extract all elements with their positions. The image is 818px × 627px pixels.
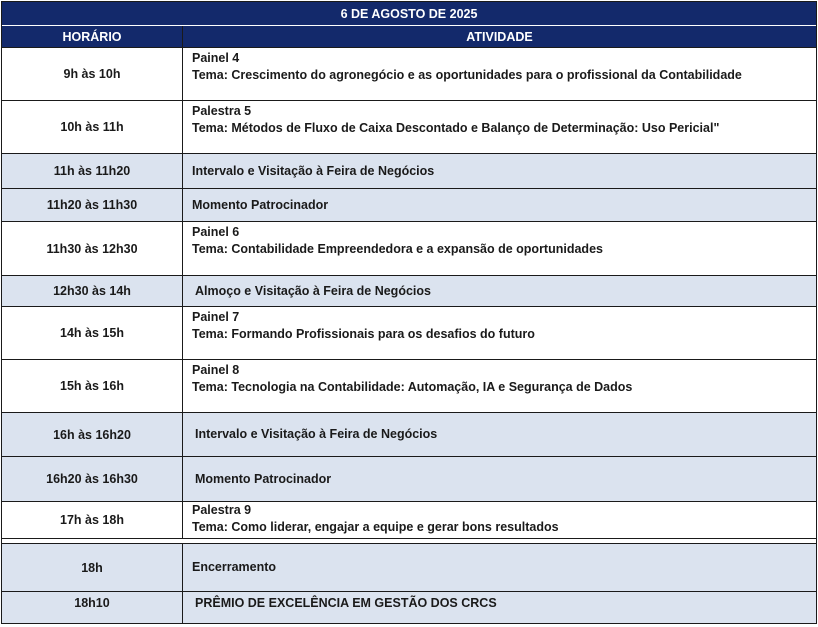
- time-cell: 12h30 às 14h: [2, 276, 183, 306]
- activity-title: Palestra 5: [192, 104, 252, 118]
- activity-theme: Tema: Como liderar, engajar a equipe e gerar bons resultados: [192, 520, 559, 534]
- time-cell: 18h10: [2, 592, 183, 623]
- activity-theme: Tema: Formando Profissionais para os desafios do futuro: [192, 327, 535, 341]
- table-row: [2, 360, 816, 413]
- time-cell: 16h às 16h20: [2, 413, 183, 456]
- table-row: [2, 544, 816, 592]
- activity-cell: [183, 502, 816, 538]
- schedule-date-title: 6 DE AGOSTO DE 2025: [2, 2, 816, 26]
- time-cell: 18h: [2, 544, 183, 591]
- activity-title: PRÊMIO DE EXCELÊNCIA EM GESTÃO DOS CRCS: [195, 596, 497, 610]
- time-cell: 17h às 18h: [2, 502, 183, 538]
- activity-title: Painel 6: [192, 225, 240, 239]
- activity-title: Painel 8: [192, 363, 240, 377]
- activity-cell: [183, 360, 816, 412]
- time-cell: 11h20 às 11h30: [2, 189, 183, 221]
- time-cell: 9h às 10h: [2, 48, 183, 100]
- activity-title: Encerramento: [192, 560, 277, 574]
- table-row: [2, 307, 816, 360]
- activity-cell: [183, 276, 816, 306]
- activity-cell: [183, 48, 816, 100]
- time-cell: 16h20 às 16h30: [2, 457, 183, 501]
- schedule-table: [1, 1, 817, 624]
- activity-title: Painel 7: [192, 310, 240, 324]
- activity-title: Intervalo e Visitação à Feira de Negócios: [195, 427, 438, 441]
- activity-theme: Tema: Contabilidade Empreendedora e a expansão de oportunidades: [192, 242, 603, 256]
- time-cell: 15h às 16h: [2, 360, 183, 412]
- table-row: [2, 502, 816, 539]
- table-row: [2, 413, 816, 457]
- activity-theme: Tema: Métodos de Fluxo de Caixa Descontado e Balanço de Determinação: Uso Pericial": [192, 121, 720, 135]
- table-row: [2, 48, 816, 101]
- table-row: [2, 592, 816, 623]
- table-row: [2, 154, 816, 189]
- table-row: [2, 189, 816, 222]
- time-column-header: HORÁRIO: [2, 26, 183, 47]
- table-row: [2, 222, 816, 276]
- table-row: [2, 276, 816, 307]
- activity-title: Painel 4: [192, 51, 240, 65]
- activity-title: Almoço e Visitação à Feira de Negócios: [195, 283, 431, 298]
- table-row: [2, 101, 816, 154]
- activity-title: Intervalo e Visitação à Feira de Negócios: [192, 163, 435, 178]
- time-cell: 10h às 11h: [2, 101, 183, 153]
- time-cell: 11h às 11h20: [2, 154, 183, 188]
- activity-cell: [183, 457, 816, 501]
- activity-column-header: ATIVIDADE: [466, 29, 533, 44]
- activity-cell: [183, 307, 816, 359]
- time-cell: 14h às 15h: [2, 307, 183, 359]
- activity-title: Momento Patrocinador: [192, 197, 329, 212]
- activity-cell: [183, 101, 816, 153]
- table-header: [2, 26, 816, 48]
- activity-cell: [183, 189, 816, 221]
- activity-theme: Tema: Tecnologia na Contabilidade: Automação, IA e Segurança de Dados: [192, 380, 633, 394]
- activity-theme: Tema: Crescimento do agronegócio e as oportunidades para o profissional da Contabilidade: [192, 68, 742, 82]
- activity-title: Momento Patrocinador: [195, 471, 332, 486]
- activity-cell: [183, 413, 816, 456]
- activity-cell: [183, 592, 816, 623]
- activity-cell: [183, 154, 816, 188]
- time-cell: 11h30 às 12h30: [2, 222, 183, 275]
- activity-cell: [183, 544, 816, 591]
- activity-title: Palestra 9: [192, 503, 252, 517]
- activity-cell: [183, 222, 816, 275]
- table-row: [2, 457, 816, 502]
